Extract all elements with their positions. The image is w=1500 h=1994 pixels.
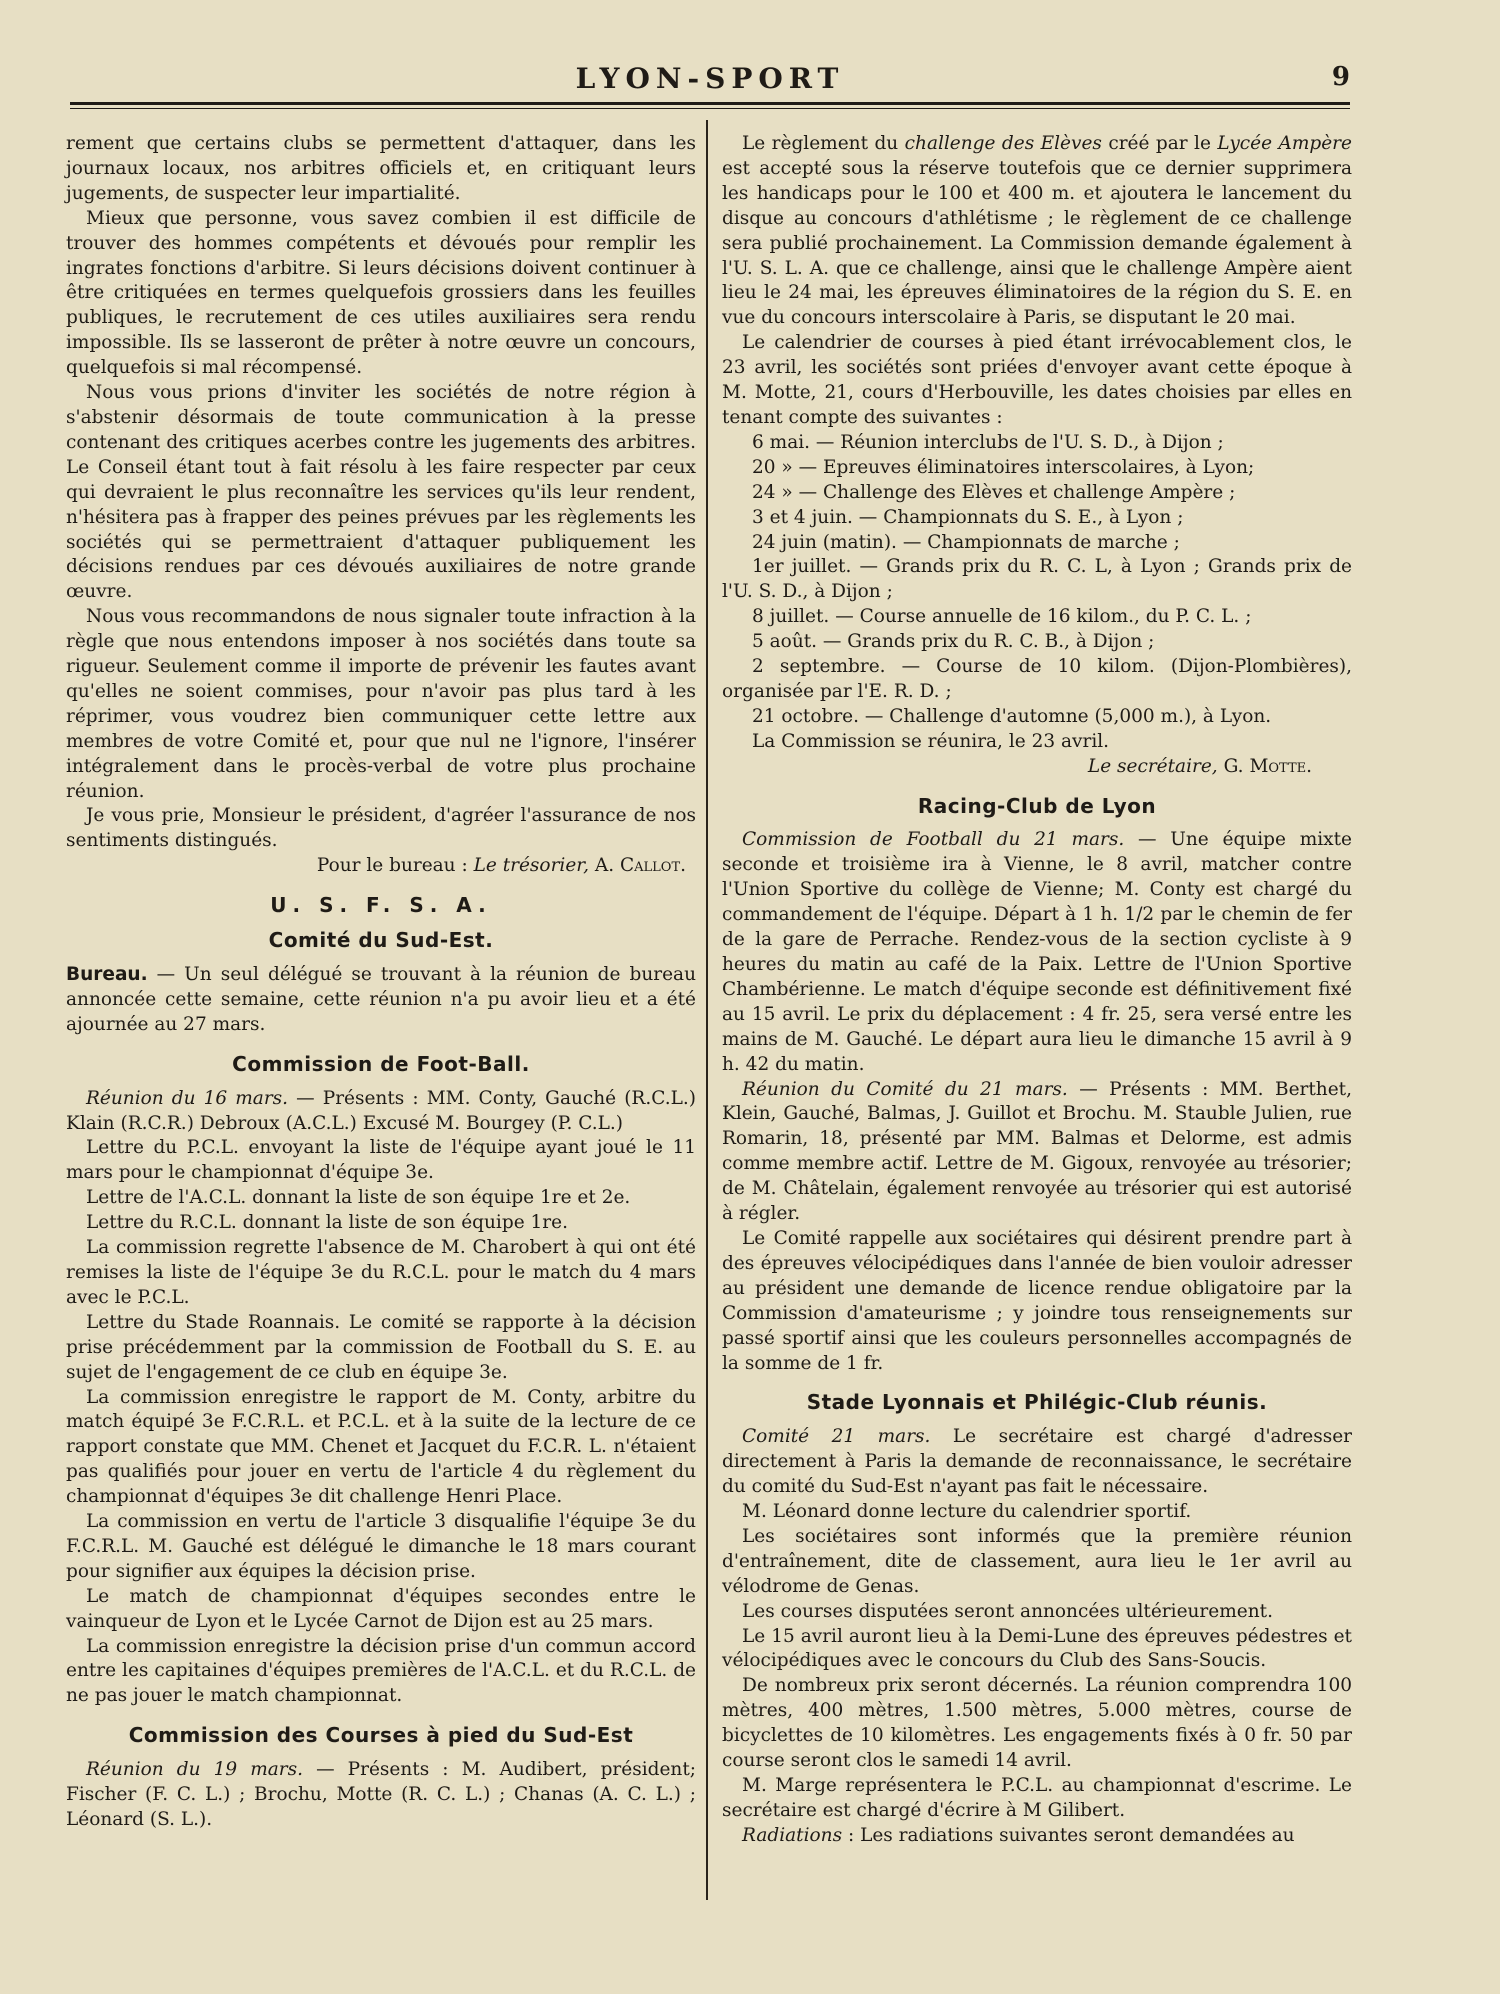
paragraph: De nombreux prix seront décernés. La réunion comprendra 100 mètres, 400 mètres, 1.500 mètres, 5.000 mètres, course de bicyclettes de 10 kilomètres. Les engagements fixés à 0 fr. 50 par course seront clos le samedi 14 avril. bbox=[722, 1675, 1352, 1772]
text-run: Le règlement du bbox=[742, 133, 905, 154]
signature-role: Le secrétaire, bbox=[1087, 755, 1218, 777]
paragraph: La commission en vertu de l'article 3 disqualifie l'équipe 3e du F.C.R.L. M. Gauché est délégué le dimanche le 18 mars courant pour signifier aux équipes la décision prise. bbox=[66, 1511, 696, 1582]
racing-paragraph bbox=[722, 1078, 1352, 1227]
bureau-label: Bureau. bbox=[66, 964, 148, 985]
paragraph: Les sociétaires sont informés que la première réunion d'entraînement, dite de classement, aura lieu le 1er avril au vélodrome de Genas. bbox=[722, 1525, 1352, 1597]
calendar-item: 21 octobre. — Challenge d'automne (5,000 m.), à Lyon. bbox=[752, 705, 1272, 727]
paragraph: Lettre du R.C.L. donnant la liste de son équipe 1re. bbox=[86, 1212, 568, 1234]
paragraph: Mieux que personne, vous savez combien il est difficile de trouver des hommes compétents et dévoués pour remplir les ingrates fonctions d'arbitre. Si leurs décisions doivent continuer à être critiquées en termes quelquefois grossiers dans les feuilles publiques, le recrutement de ces utiles auxiliaires sera rendu impossible. Ils se lasseront de prêter à notre œuvre un concours, quelquefois si mal récompensé. bbox=[66, 207, 696, 379]
section-heading-courses: Commission des Courses à pied du Sud-Est bbox=[128, 1723, 634, 1748]
calendar-item: 6 mai. — Réunion interclubs de l'U. S. D., à Dijon ; bbox=[752, 431, 1224, 453]
text-run: créé par le bbox=[1101, 133, 1218, 154]
meeting-label: Réunion du 16 mars. bbox=[86, 1087, 289, 1109]
text-run: est accepté sous la réserve toutefois que ce dernier supprimera les handicaps pour le 100 et 400 m. et ajoutera le lancement du disque au concours d'athlétisme ; le règlement de ce challenge sera publié prochainement. La Commission demande également à l'U. S. L. A. que ce challenge, ainsi que le challenge Ampère aient lieu le 24 mai, les épreuves éliminatoires de la région du S. E. en vue du concours interscolaire à Paris, se disputant le 20 mai. bbox=[722, 157, 1352, 329]
header-rule-thick bbox=[70, 102, 1350, 105]
challenge-paragraph bbox=[722, 132, 1352, 331]
italic-run: challenge des Elèves bbox=[904, 133, 1102, 154]
paragraph: Les courses disputées seront annoncées ultérieurement. bbox=[742, 1600, 1273, 1622]
paragraph: La commission enregistre la décision prise d'un commun accord entre les capitaines d'équipes premières de l'A.C.L. et du R.C.L. de ne pas jouer le match championnat. bbox=[66, 1635, 696, 1707]
meeting-text: — Présents : M. Audibert, président; Fischer (F. C. L.) ; Brochu, Motte (R. C. L.) ; Chanas (A. C. L.) ; Léonard (S. L.). bbox=[66, 1759, 696, 1830]
paragraph: Je vous prie, Monsieur le président, d'agréer l'assurance de nos sentiments distingués. bbox=[66, 805, 696, 852]
treasurer-signature bbox=[66, 854, 696, 879]
column-divider bbox=[706, 120, 708, 1900]
calendar-list bbox=[722, 431, 1352, 755]
masthead bbox=[70, 62, 1350, 96]
stade-last-paragraph bbox=[722, 1824, 1352, 1849]
meeting-label: Commission de Football du 21 mars. bbox=[742, 829, 1125, 851]
meeting-label: Réunion du Comité du 21 mars. bbox=[742, 1078, 1068, 1100]
paragraph: La commission enregistre le rapport de M. Conty, arbitre du match équipé 3e F.C.R.L. et P.C.L. et à la suite de la lecture de ce rapport constate que MM. Chenet et Jacquet du F.C.R. L. n'étaient pas qualifiés pour jouer en vertu de l'article 4 du règlement du championnat d'équipes 3e dit challenge Henri Place. bbox=[66, 1386, 696, 1508]
calendar-item: 2 septembre. — Course de 10 kilom. (Dijon-Plombières), organisée par l'E. R. D. ; bbox=[722, 656, 1352, 702]
bureau-text: — Un seul délégué se trouvant à la réunion de bureau annoncée cette semaine, cette réunion n'a pu avoir lieu et a été ajournée au 27 mars. bbox=[66, 964, 696, 1035]
paragraph: La commission regrette l'absence de M. Charobert à qui ont été remises la liste de l'équipe 3e du R.C.L. pour le match du 4 mars avec le P.C.L. bbox=[66, 1237, 696, 1308]
racing-paragraph bbox=[722, 828, 1352, 1077]
meeting-text: — Présents : MM. Berthet, Klein, Gauché, Balmas, J. Guillot et Brochu. M. Stauble Julien, rue Romarin, 18, présenté par MM. Balmas et Delorme, est admis comme membre actif. Lettre de M. Gigoux, renvoyée au trésorier; de M. Châtelain, également renvoyée au trésorier qui est autorisé à régler. bbox=[722, 1078, 1352, 1225]
paragraph: M. Léonard donne lecture du calendrier sportif. bbox=[742, 1501, 1192, 1523]
section-heading-usfsa: U. S. F. S. A. bbox=[270, 893, 492, 918]
calendar-item: 24 » — Challenge des Elèves et challenge Ampère ; bbox=[752, 481, 1236, 503]
bureau-paragraph bbox=[66, 963, 696, 1038]
calendar-item: 24 juin (matin). — Championnats de marche ; bbox=[752, 531, 1180, 553]
paragraph: Nous vous prions d'inviter les sociétés de notre région à s'abstenir désormais de toute communication à la presse contenant des critiques acerbes contre les jugements des arbitres. Le Conseil étant tout à fait résolu à les faire respecter par ceux qui devraient le plus reconnaître les services qu'ils leur rendent, n'hésitera pas à frapper des peines prévues par les règlements les sociétés qui se permettraient d'attaquer publiquement les décisions rendues par ces dévoués auxiliaires de notre grande œuvre. bbox=[66, 382, 696, 603]
paragraph: Lettre du P.C.L. envoyant la liste de l'équipe ayant joué le 11 mars pour le championnat d'équipe 3e. bbox=[66, 1137, 696, 1184]
paragraph: rement que certains clubs se permettent d'attaquer, dans les journaux locaux, nos arbitres officiels et, en critiquant leurs jugements, de suspecter leur impartialité. bbox=[66, 133, 696, 204]
paragraph: Le match de championnat d'équipes secondes entre le vainqueur de Lyon et le Lycée Carnot de Dijon est au 25 mars. bbox=[66, 1585, 696, 1632]
calendar-intro: Le calendrier de courses à pied étant irrévocablement clos, le 23 avril, les sociétés sont priées d'envoyer avant cette époque à M. Motte, 21, cours d'Herbouville, les dates choisies par elles en tenant compte des suivantes : bbox=[722, 332, 1352, 428]
signature-name: A. Callot. bbox=[594, 855, 686, 877]
signature-name: G. Motte. bbox=[1223, 755, 1312, 777]
calendar-item: 5 août. — Grands prix du R. C. B., à Dijon ; bbox=[752, 631, 1155, 653]
newspaper-title: LYON-SPORT bbox=[575, 62, 845, 95]
meeting-label: Comité 21 mars. bbox=[742, 1426, 931, 1448]
left-column bbox=[66, 132, 696, 1833]
secretary-signature bbox=[722, 755, 1352, 780]
radiations-label: Radiations bbox=[742, 1824, 843, 1846]
calendar-item: 20 » — Epreuves éliminatoires interscolaires, à Lyon; bbox=[752, 456, 1255, 478]
football-meeting bbox=[66, 1087, 696, 1137]
header-rule-thin bbox=[70, 108, 1350, 109]
meeting-text: Le secrétaire est chargé d'adresser directement à Paris la demande de reconnaissance, le secrétaire du comité du Sud-Est n'ayant pas fait le nécessaire. bbox=[722, 1426, 1352, 1498]
section-heading-comite-sud-est: Comité du Sud-Est. bbox=[268, 928, 494, 953]
section-heading-stade: Stade Lyonnais et Philégic-Club réunis. bbox=[806, 1390, 1268, 1415]
italic-run: Lycée Ampère bbox=[1217, 133, 1352, 154]
radiations-text: : Les radiations suivantes seront demandées au bbox=[842, 1824, 1295, 1846]
signature-role: Le trésorier, bbox=[473, 855, 589, 877]
meeting-text: — Une équipe mixte seconde et troisième ira à Vienne, le 8 avril, matcher contre l'Union Sportive du collège de Vienne; M. Conty est chargé du commandement de l'équipe. Départ à 1 h. 1/2 par le chemin de fer de la gare de Perrache. Rendez-vous de la section cycliste à 9 heures du matin au café de la Paix. Lettre de l'Union Sportive Chambérienne. Le match d'équipe seconde est définitivement fixé au 15 avril. Le prix du déplacement : 4 fr. 25, sera versé entre les mains de M. Gauché. Le départ aura lieu le dimanche 15 avril à 9 h. 42 du matin. bbox=[722, 829, 1352, 1075]
calendar-item: La Commission se réunira, le 23 avril. bbox=[752, 730, 1110, 752]
paragraph: M. Marge représentera le P.C.L. au championnat d'escrime. Le secrétaire est chargé d'écrire à M Gilibert. bbox=[722, 1775, 1352, 1821]
meeting-text: — Présents : MM. Conty, Gauché (R.C.L.) Klain (R.C.R.) Debroux (A.C.L.) Excusé M. Bourgey (P. C.L.) bbox=[66, 1087, 696, 1134]
paragraph: Le 15 avril auront lieu à la Demi-Lune des épreuves pédestres et vélocipédiques avec le concours du Club des Sans-Soucis. bbox=[722, 1625, 1352, 1672]
courses-meeting bbox=[66, 1758, 696, 1833]
paragraph: Lettre du Stade Roannais. Le comité se rapporte à la décision prise précédemment par la commission de Football du S. E. au sujet de l'engagement de ce club en équipe 3e. bbox=[66, 1311, 696, 1383]
paragraph: Nous vous recommandons de nous signaler toute infraction à la règle que nous entendons imposer à nos sociétés dans toute sa rigueur. Seulement comme il importe de prévenir les fautes avant qu'elles ne soient commises, pour n'avoir pas plus tard à les réprimer, vous voudrez bien communiquer cette lettre aux membres de votre Comité et, pour que nul ne l'ignore, l'insérer intégralement dans le procès-verbal de votre plus prochaine réunion. bbox=[66, 606, 696, 802]
signature-prefix: Pour le bureau : bbox=[316, 855, 468, 877]
calendar-item: 1er juillet. — Grands prix du R. C. L, à Lyon ; Grands prix de l'U. S. D., à Dijon ; bbox=[722, 556, 1352, 603]
meeting-label: Réunion du 19 mars. bbox=[86, 1759, 304, 1781]
calendar-item: 8 juillet. — Course annuelle de 16 kilom., du P. C. L. ; bbox=[752, 606, 1252, 628]
section-heading-racing: Racing-Club de Lyon bbox=[917, 793, 1157, 818]
section-heading-football: Commission de Foot-Ball. bbox=[232, 1051, 530, 1076]
paragraph: Lettre de l'A.C.L. donnant la liste de son équipe 1re et 2e. bbox=[86, 1187, 631, 1209]
stade-paragraph bbox=[722, 1425, 1352, 1500]
page-number: 9 bbox=[1331, 62, 1350, 92]
right-column bbox=[722, 132, 1352, 1849]
calendar-item: 3 et 4 juin. — Championnats du S. E., à Lyon ; bbox=[752, 506, 1184, 528]
racing-paragraph: Le Comité rappelle aux sociétaires qui désirent prendre part à des épreuves vélocipédiques dans l'année de bien vouloir adresser au président une demande de licence rendue obligatoire par la Commission d'amateurisme ; y joindre tous renseignements sur passé sportif ainsi que les couleurs personnelles accompagnés de la somme de 1 fr. bbox=[722, 1227, 1352, 1374]
